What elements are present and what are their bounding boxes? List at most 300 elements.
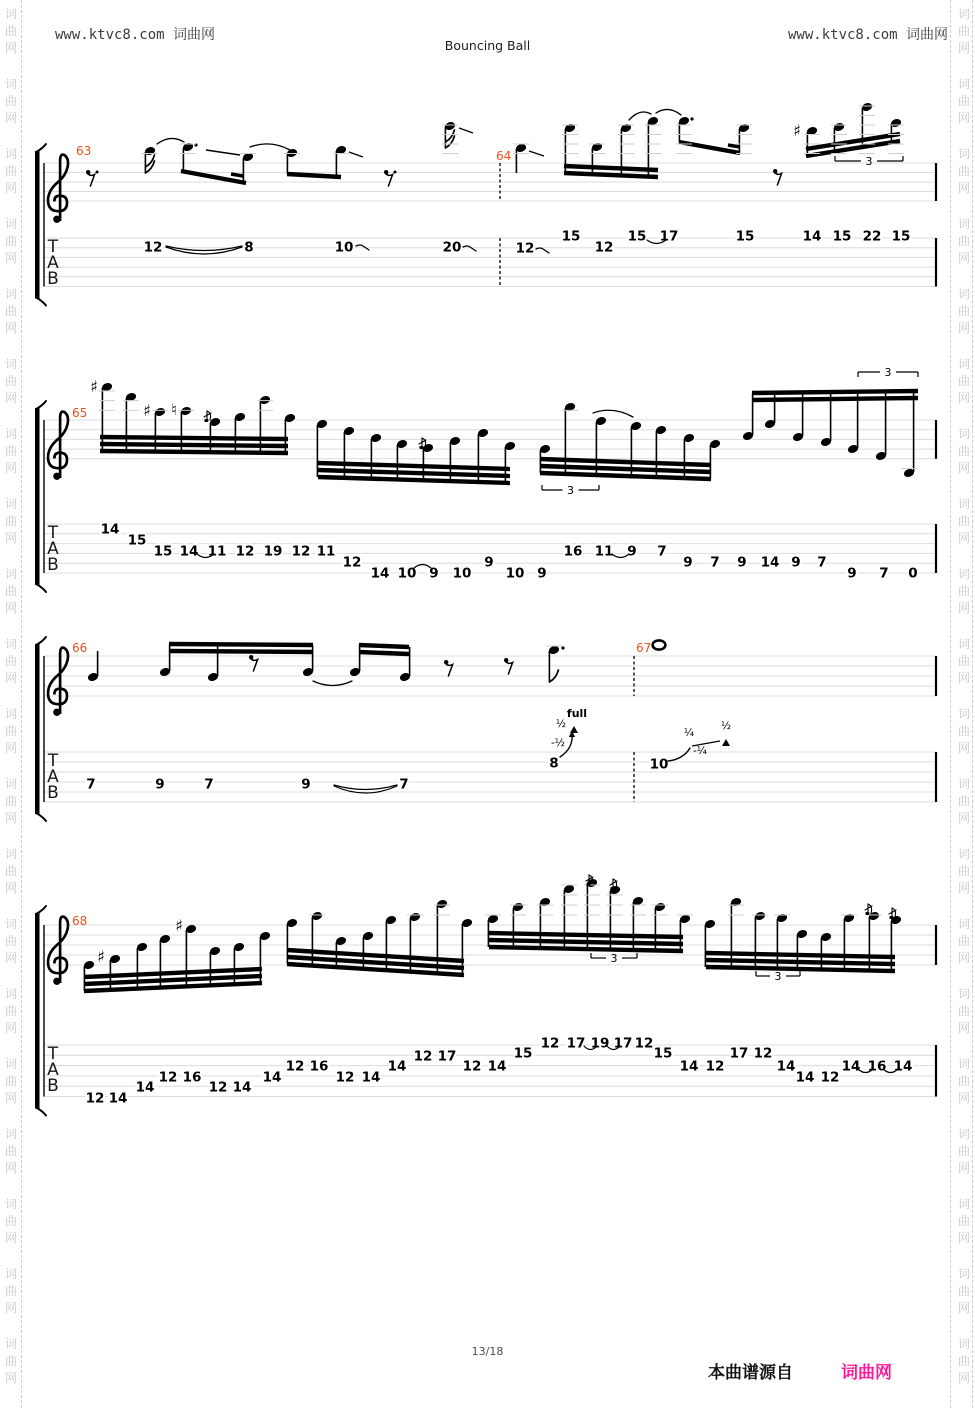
watermark-char: 曲 [4, 234, 17, 248]
watermark-char: 词 [957, 1127, 970, 1141]
system-bracket [36, 1108, 46, 1116]
tab-fret-number: 8 [244, 239, 254, 256]
watermark-char: 词 [957, 497, 970, 511]
tab-fret-number: 19 [263, 543, 283, 560]
watermark-char: 网 [957, 601, 970, 615]
watermark-char: 网 [4, 1371, 17, 1385]
tab-fret-number: 14 [776, 1058, 796, 1075]
watermark-char: 曲 [4, 724, 17, 738]
slide-mark [459, 128, 473, 133]
bend-label: -½ [551, 737, 565, 749]
tab-fret-number: 7 [399, 776, 409, 793]
watermark-char: 词 [4, 707, 17, 721]
beam [359, 645, 409, 647]
tab-fret-number: 14 [387, 1058, 407, 1075]
beam [489, 947, 683, 951]
tab-fret-number: 7 [204, 776, 214, 793]
watermark-char: 曲 [4, 374, 17, 388]
watermark-char: 词 [957, 1337, 970, 1351]
watermark-char: 词 [4, 147, 17, 161]
slur [157, 138, 184, 144]
watermark-char: 网 [957, 321, 970, 335]
watermark-char: 网 [957, 461, 970, 475]
tab-fret-number: 17 [566, 1035, 586, 1052]
tab-fret-number: 14 [679, 1058, 699, 1075]
treble-clef-icon [48, 648, 68, 716]
system-bracket [36, 401, 46, 409]
watermark-char: 词 [4, 357, 17, 371]
tab-fret-number: 7 [879, 565, 889, 582]
footer-brand-text: 词曲网 [841, 1363, 892, 1383]
watermark-char: 网 [4, 461, 17, 475]
tab-fret-number: 12 [143, 239, 163, 256]
watermark-char: 网 [957, 1371, 970, 1385]
tab-fret-number: 0 [908, 565, 918, 582]
watermark-char: 曲 [4, 654, 17, 668]
tab-fret-number: 12 [291, 543, 311, 560]
watermark-char: 曲 [957, 164, 970, 178]
tab-fret-number: 12 [515, 240, 535, 257]
beam [752, 391, 918, 393]
watermark-char: 曲 [957, 794, 970, 808]
watermark-char: 网 [957, 671, 970, 685]
watermark-char: 网 [957, 111, 970, 125]
grace-note-icon [204, 411, 211, 420]
beam [287, 174, 341, 177]
watermark-char: 网 [957, 1301, 970, 1315]
tab-fret-number: 14 [841, 1058, 861, 1075]
watermark-char: 网 [4, 251, 17, 265]
watermark-char: 词 [957, 1197, 970, 1211]
watermark-char: 词 [4, 847, 17, 861]
watermark-char: 曲 [957, 1354, 970, 1368]
tab-tie-mark [536, 248, 549, 253]
watermark-char: 词 [4, 1337, 17, 1351]
tab-clef-label: A [47, 767, 59, 787]
watermark-char: 网 [4, 881, 17, 895]
watermark-char: 曲 [4, 94, 17, 108]
tab-fret-number: 7 [657, 543, 667, 560]
beam [318, 470, 510, 476]
tab-fret-number: 15 [127, 532, 147, 549]
watermark-char: 曲 [4, 1214, 17, 1228]
bend-label: full [566, 707, 588, 720]
treble-clef-icon [48, 412, 68, 478]
tab-fret-number: 9 [484, 554, 494, 571]
slur [250, 144, 290, 150]
watermark-char: 曲 [957, 1214, 970, 1228]
eighth-rest [775, 173, 782, 185]
augmentation-dot [690, 117, 693, 120]
system-bracket [36, 144, 46, 152]
watermark-divider [972, 0, 973, 1408]
tab-fret-number: 12 [85, 1090, 105, 1107]
tab-fret-number: 12 [594, 239, 614, 256]
tab-fret-number: 17 [613, 1035, 633, 1052]
watermark-char: 曲 [4, 304, 17, 318]
tab-fret-number: 15 [735, 228, 755, 245]
watermark-char: 词 [4, 637, 17, 651]
watermark-char: 词 [957, 847, 970, 861]
watermark-char: 网 [957, 41, 970, 55]
tab-fret-number: 14 [135, 1079, 155, 1096]
tab-tie-mark [463, 246, 476, 251]
tab-fret-number: 7 [86, 776, 96, 793]
bend-curve [668, 748, 690, 761]
grace-note-icon [419, 446, 423, 449]
watermark-char: 词 [4, 1197, 17, 1211]
tuplet-number: 3 [865, 155, 873, 168]
eighth-rest [506, 662, 513, 674]
tab-fret-number: 17 [729, 1045, 749, 1062]
watermark-char: 曲 [4, 24, 17, 38]
system-bracket [35, 151, 40, 299]
tab-fret-number: 12 [208, 1079, 228, 1096]
tab-fret-number: 14 [795, 1069, 815, 1086]
system-bracket [35, 408, 40, 585]
tab-fret-number: 12 [342, 554, 362, 571]
watermark-char: 词 [957, 1057, 970, 1071]
watermark-char: 词 [4, 1127, 17, 1141]
tab-fret-number: 16 [563, 543, 583, 560]
accidental: ♯ [90, 377, 98, 396]
bend-arrowhead [570, 726, 578, 733]
tab-clef-label: B [47, 555, 59, 575]
eighth-rest [88, 174, 95, 186]
watermark-char: 词 [4, 427, 17, 441]
tab-fret-number: 9 [847, 565, 857, 582]
slur [629, 112, 651, 120]
tab-fret-number: 10 [505, 565, 525, 582]
grace-note-icon [889, 916, 893, 919]
watermark-char: 词 [4, 497, 17, 511]
tab-fret-number: 12 [820, 1069, 840, 1086]
watermark-char: 网 [957, 181, 970, 195]
beam [169, 644, 313, 645]
watermark-char: 网 [4, 1301, 17, 1315]
treble-clef-icon [53, 216, 60, 223]
treble-clef-icon [48, 917, 68, 985]
watermark-char: 曲 [4, 1284, 17, 1298]
eighth-rest [251, 659, 258, 671]
tab-clef-label: B [47, 1076, 59, 1096]
tab-clef-label: A [47, 253, 59, 273]
measure-number: 65 [72, 406, 88, 420]
watermark-char: 网 [957, 1021, 970, 1035]
tab-fret-number: 10 [334, 239, 354, 256]
watermark-char: 曲 [4, 164, 17, 178]
watermark-char: 曲 [4, 934, 17, 948]
treble-clef-icon [48, 155, 68, 221]
watermark-char: 网 [4, 671, 17, 685]
watermark-char: 网 [4, 811, 17, 825]
watermark-char: 曲 [4, 1144, 17, 1158]
watermark-char: 网 [4, 1091, 17, 1105]
watermark-char: 网 [957, 741, 970, 755]
watermark-char: 网 [4, 391, 17, 405]
tab-fret-number: 14 [100, 521, 120, 538]
tab-clef-label: B [47, 783, 59, 803]
tab-fret-number: 10 [649, 756, 669, 773]
watermark-char: 词 [957, 217, 970, 231]
watermark-char: 曲 [4, 514, 17, 528]
accidental: ♯ [175, 916, 183, 935]
tab-fret-number: 11 [207, 543, 227, 560]
beam [752, 398, 918, 400]
measure-number: 67 [636, 641, 652, 655]
tab-fret-number: 9 [301, 776, 311, 793]
tab-fret-number: 10 [452, 565, 472, 582]
watermark-char: 曲 [957, 444, 970, 458]
tab-fret-number: 12 [634, 1035, 654, 1052]
rest-dot [96, 171, 99, 174]
tab-fret-number: 12 [158, 1069, 178, 1086]
tab-fret-number: 12 [462, 1058, 482, 1075]
tuplet-number: 3 [774, 970, 782, 983]
tuplet-number: 3 [610, 952, 618, 965]
beam [706, 953, 895, 957]
rest-dot [394, 171, 397, 174]
beam [169, 651, 313, 652]
watermark-char: 曲 [4, 584, 17, 598]
beam-stub [728, 145, 740, 147]
tab-fret-number: 9 [429, 565, 439, 582]
watermark-char: 曲 [4, 444, 17, 458]
watermark-char: 网 [957, 251, 970, 265]
watermark-char: 词 [4, 287, 17, 301]
slur [313, 681, 352, 686]
watermark-char: 曲 [957, 304, 970, 318]
system-bracket [36, 584, 46, 592]
watermark-char: 曲 [957, 934, 970, 948]
watermark-divider [21, 0, 22, 1408]
grace-note-icon [204, 419, 208, 422]
watermark-char: 网 [4, 1161, 17, 1175]
tab-fret-number: 17 [659, 228, 679, 245]
system-bracket [36, 906, 46, 914]
tab-fret-number: 12 [285, 1058, 305, 1075]
beam [318, 463, 510, 469]
beam-stub [231, 174, 243, 176]
watermark-char: 网 [4, 1021, 17, 1035]
watermark-char: 词 [4, 987, 17, 1001]
measure-number: 63 [76, 144, 92, 158]
tab-clef-label: T [47, 751, 59, 771]
system-bracket [36, 298, 46, 306]
treble-clef-icon [48, 648, 68, 714]
tab-fret-number: 16 [867, 1058, 887, 1075]
watermark-char: 词 [957, 1267, 970, 1281]
tab-clef-label: T [47, 237, 59, 257]
tab-fret-number: 19 [590, 1035, 610, 1052]
watermark-char: 词 [957, 7, 970, 21]
treble-clef-icon [53, 978, 60, 985]
watermark-char: 词 [957, 917, 970, 931]
tab-fret-number: 16 [309, 1058, 329, 1075]
bend-label: ½ [720, 720, 732, 732]
watermark-char: 曲 [957, 1074, 970, 1088]
watermark-char: 词 [4, 1267, 17, 1281]
tab-fret-number: 12 [335, 1069, 355, 1086]
slide-mark [349, 152, 363, 157]
tab-fret-number: 11 [316, 543, 336, 560]
watermark-char: 曲 [4, 1004, 17, 1018]
tab-fret-number: 14 [108, 1090, 128, 1107]
watermark-char: 网 [957, 1161, 970, 1175]
watermark-char: 网 [4, 601, 17, 615]
tab-fret-number: 9 [791, 554, 801, 571]
watermark-char: 词 [4, 217, 17, 231]
watermark-char: 曲 [4, 1354, 17, 1368]
tab-clef-label: A [47, 539, 59, 559]
treble-clef-icon [53, 473, 60, 480]
watermark-char: 曲 [957, 1004, 970, 1018]
accidental: ♮ [171, 400, 177, 419]
tab-fret-number: 9 [155, 776, 165, 793]
beam [706, 967, 895, 971]
watermark-char: 曲 [957, 584, 970, 598]
watermark-char: 曲 [957, 234, 970, 248]
bend-label: ½ [555, 718, 567, 730]
tab-fret-number: 14 [179, 543, 199, 560]
watermark-char: 曲 [957, 1284, 970, 1298]
slide-mark [206, 150, 240, 155]
tab-fret-number: 12 [753, 1045, 773, 1062]
watermark-char: 网 [957, 1231, 970, 1245]
tab-fret-number: 15 [627, 228, 647, 245]
tab-fret-number: 12 [235, 543, 255, 560]
tab-fret-number: 14 [262, 1069, 282, 1086]
accidental: ♯ [793, 121, 801, 140]
tab-fret-number: 12 [705, 1058, 725, 1075]
tab-fret-number: 15 [832, 228, 852, 245]
tab-clef-label: B [47, 269, 59, 289]
tab-fret-number: 14 [232, 1079, 252, 1096]
tab-fret-number: 14 [370, 565, 390, 582]
treble-clef-icon [48, 155, 68, 223]
watermark-char: 曲 [4, 1074, 17, 1088]
watermark-char: 词 [957, 287, 970, 301]
watermark-char: 网 [4, 181, 17, 195]
tab-fret-number: 14 [893, 1058, 913, 1075]
watermark-char: 词 [4, 7, 17, 21]
watermark-char: 词 [4, 1057, 17, 1071]
measure-number: 68 [72, 914, 88, 928]
system-bracket [35, 913, 40, 1109]
system-bracket [36, 637, 46, 645]
system-bracket [36, 813, 46, 821]
watermark-char: 网 [957, 391, 970, 405]
watermark-char: 曲 [957, 724, 970, 738]
tab-fret-number: 14 [487, 1058, 507, 1075]
beam [359, 652, 409, 654]
watermark-char: 词 [957, 427, 970, 441]
system-bracket [35, 644, 40, 814]
tab-fret-number: 9 [537, 565, 547, 582]
treble-clef-icon [53, 709, 60, 716]
tab-fret-number: 22 [862, 228, 882, 245]
beam [564, 166, 658, 170]
site-url-left: www.ktvc8.com 词曲网 [55, 27, 216, 43]
beam [489, 933, 683, 937]
watermark-divider [950, 0, 951, 1408]
tab-fret-number: 15 [653, 1045, 673, 1062]
tab-fret-number: 15 [153, 543, 173, 560]
measure-number: 64 [496, 149, 512, 163]
tab-fret-number: 9 [683, 554, 693, 571]
song-title: Bouncing Ball [444, 38, 531, 53]
tab-fret-number: 17 [437, 1048, 457, 1065]
tab-fret-number: 14 [361, 1069, 381, 1086]
tab-slide-curve [334, 785, 397, 790]
bend-arrowhead [722, 739, 730, 746]
eighth-rest [386, 174, 393, 186]
watermark-char: 词 [4, 777, 17, 791]
watermark-char: 曲 [957, 1144, 970, 1158]
tab-fret-number: 9 [737, 554, 747, 571]
watermark-char: 网 [4, 321, 17, 335]
slur [593, 410, 633, 417]
grace-note-icon [865, 904, 872, 913]
watermark-char: 曲 [957, 654, 970, 668]
augmentation-dot [561, 646, 564, 649]
tuplet-number: 3 [884, 366, 892, 379]
tab-fret-number: 8 [549, 755, 559, 772]
watermark-char: 网 [4, 1231, 17, 1245]
watermark-char: 网 [4, 741, 17, 755]
grace-note-icon [586, 883, 590, 886]
watermark-char: 词 [957, 77, 970, 91]
accidental: ♯ [143, 401, 151, 420]
watermark-char: 词 [957, 707, 970, 721]
slide-mark [529, 151, 544, 156]
tab-fret-number: 15 [891, 228, 911, 245]
watermark-char: 网 [4, 951, 17, 965]
treble-clef-icon [48, 917, 68, 983]
tab-slide-curve [166, 246, 242, 251]
watermark-char: 词 [957, 147, 970, 161]
measure-number: 66 [72, 641, 88, 655]
tab-fret-number: 9 [627, 543, 637, 560]
watermark-char: 网 [4, 111, 17, 125]
tab-fret-number: 7 [710, 554, 720, 571]
bend-label: -¼ [693, 745, 707, 757]
tab-clef-label: A [47, 1060, 59, 1080]
tuplet-number: 3 [567, 484, 574, 497]
tab-fret-number: 12 [413, 1048, 433, 1065]
tab-fret-number: 15 [561, 228, 581, 245]
watermark-char: 曲 [4, 794, 17, 808]
watermark-char: 网 [957, 811, 970, 825]
grace-note-icon [865, 912, 869, 915]
watermark-char: 曲 [957, 24, 970, 38]
watermark-char: 曲 [957, 94, 970, 108]
tab-fret-number: 16 [182, 1069, 202, 1086]
beam [540, 473, 711, 479]
watermark-char: 词 [4, 917, 17, 931]
grace-note-icon [889, 908, 896, 917]
watermark-char: 词 [957, 637, 970, 651]
watermark-char: 词 [4, 77, 17, 91]
tab-fret-number: 12 [540, 1035, 560, 1052]
tab-fret-number: 7 [817, 554, 827, 571]
tab-clef-label: T [47, 1044, 59, 1064]
tab-fret-number: 11 [594, 543, 614, 560]
tab-fret-number: 14 [802, 228, 822, 245]
tab-fret-number: 14 [760, 554, 780, 571]
whole-note [653, 640, 666, 649]
watermark-char: 网 [957, 531, 970, 545]
